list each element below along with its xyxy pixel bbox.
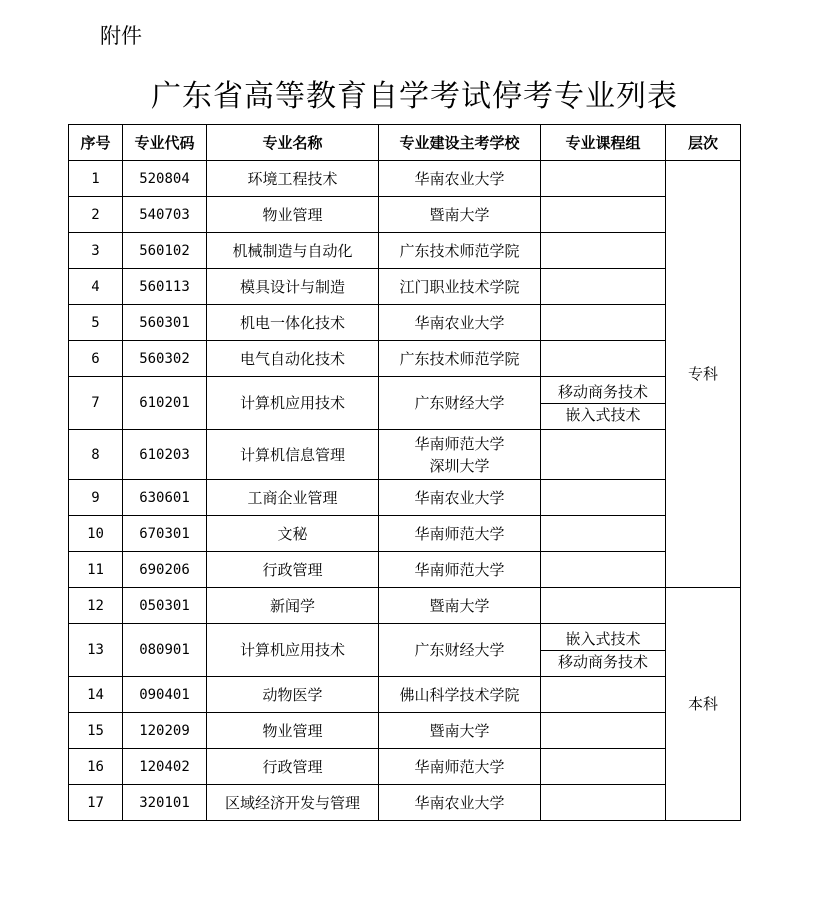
row-major-name: 文秘 [207, 516, 379, 552]
row-no: 14 [69, 677, 123, 713]
row-course-group [541, 480, 666, 516]
row-no: 13 [69, 624, 123, 677]
row-code: 610201 [123, 377, 207, 430]
row-course-group [541, 749, 666, 785]
row-major-name: 模具设计与制造 [207, 269, 379, 305]
row-code: 560301 [123, 305, 207, 341]
header-school: 专业建设主考学校 [379, 125, 541, 161]
header-level: 层次 [666, 125, 741, 161]
row-code: 630601 [123, 480, 207, 516]
row-school: 华南师范大学 [379, 552, 541, 588]
row-major-name: 物业管理 [207, 197, 379, 233]
row-course-group [541, 588, 666, 624]
row-major-name: 电气自动化技术 [207, 341, 379, 377]
table-row [69, 341, 741, 377]
row-course-group [541, 341, 666, 377]
row-course-group [541, 624, 666, 677]
row-school: 暨南大学 [379, 588, 541, 624]
row-major-name: 环境工程技术 [207, 161, 379, 197]
row-school: 华南农业大学 [379, 785, 541, 821]
row-major-name: 计算机应用技术 [207, 624, 379, 677]
row-school: 华南师范大学 [379, 516, 541, 552]
row-no: 3 [69, 233, 123, 269]
row-major-name: 动物医学 [207, 677, 379, 713]
row-no: 2 [69, 197, 123, 233]
row-code: 610203 [123, 430, 207, 480]
row-course-group [541, 377, 666, 430]
header-code: 专业代码 [123, 125, 207, 161]
row-code: 320101 [123, 785, 207, 821]
row-school: 暨南大学 [379, 713, 541, 749]
table-row [69, 749, 741, 785]
row-school: 广东技术师范学院 [379, 233, 541, 269]
attachment-label: 附件 [100, 24, 142, 48]
table-row [69, 677, 741, 713]
row-school: 广东财经大学 [379, 377, 541, 430]
table-row [69, 516, 741, 552]
row-major-name: 机械制造与自动化 [207, 233, 379, 269]
course-group-item: 嵌入式技术 [565, 629, 641, 648]
table-header-row [69, 125, 741, 161]
row-major-name: 行政管理 [207, 749, 379, 785]
row-school: 华南农业大学 [379, 161, 541, 197]
table-row [69, 233, 741, 269]
course-group-item: 移动商务技术 [541, 650, 665, 673]
row-no: 7 [69, 377, 123, 430]
row-no: 8 [69, 430, 123, 480]
row-major-name: 计算机信息管理 [207, 430, 379, 480]
row-course-group [541, 161, 666, 197]
level-benke: 本科 [666, 588, 741, 821]
row-course-group [541, 713, 666, 749]
table-row [69, 269, 741, 305]
row-major-name: 行政管理 [207, 552, 379, 588]
row-school: 江门职业技术学院 [379, 269, 541, 305]
row-code: 560302 [123, 341, 207, 377]
row-no: 10 [69, 516, 123, 552]
row-no: 5 [69, 305, 123, 341]
row-no: 4 [69, 269, 123, 305]
row-major-name: 区域经济开发与管理 [207, 785, 379, 821]
row-no: 16 [69, 749, 123, 785]
row-code: 120209 [123, 713, 207, 749]
row-school: 华南农业大学 [379, 480, 541, 516]
row-course-group [541, 785, 666, 821]
header-name: 专业名称 [207, 125, 379, 161]
row-major-name: 物业管理 [207, 713, 379, 749]
table-row [69, 552, 741, 588]
row-course-group [541, 269, 666, 305]
table-row [69, 713, 741, 749]
table-row [69, 377, 741, 430]
header-no: 序号 [69, 125, 123, 161]
row-code: 090401 [123, 677, 207, 713]
row-no: 12 [69, 588, 123, 624]
header-course-group: 专业课程组 [541, 125, 666, 161]
row-course-group [541, 233, 666, 269]
course-group-item: 嵌入式技术 [541, 403, 665, 426]
table-row [69, 161, 741, 197]
row-no: 9 [69, 480, 123, 516]
level-zhuanke: 专科 [666, 161, 741, 588]
row-code: 670301 [123, 516, 207, 552]
row-code: 080901 [123, 624, 207, 677]
table-row [69, 785, 741, 821]
row-major-name: 计算机应用技术 [207, 377, 379, 430]
course-group-item: 移动商务技术 [557, 382, 648, 401]
row-code: 050301 [123, 588, 207, 624]
row-school: 广东技术师范学院 [379, 341, 541, 377]
row-school: 华南师范大学 [379, 749, 541, 785]
row-major-name: 工商企业管理 [207, 480, 379, 516]
row-school [379, 430, 541, 480]
row-course-group [541, 305, 666, 341]
row-no: 6 [69, 341, 123, 377]
row-course-group [541, 430, 666, 480]
row-no: 17 [69, 785, 123, 821]
row-code: 120402 [123, 749, 207, 785]
row-school: 佛山科学技术学院 [379, 677, 541, 713]
document-title: 广东省高等教育自学考试停考专业列表 [151, 79, 678, 114]
row-no: 1 [69, 161, 123, 197]
row-course-group [541, 677, 666, 713]
row-course-group [541, 197, 666, 233]
row-school-line: 华南师范大学 [414, 434, 505, 453]
row-course-group [541, 516, 666, 552]
row-school-line: 深圳大学 [429, 456, 490, 475]
row-no: 11 [69, 552, 123, 588]
row-code: 540703 [123, 197, 207, 233]
table-row [69, 624, 741, 677]
row-school: 暨南大学 [379, 197, 541, 233]
row-code: 560102 [123, 233, 207, 269]
row-school: 广东财经大学 [379, 624, 541, 677]
row-major-name: 新闻学 [207, 588, 379, 624]
row-major-name: 机电一体化技术 [207, 305, 379, 341]
row-code: 520804 [123, 161, 207, 197]
suspended-majors-table [68, 124, 741, 821]
row-no: 15 [69, 713, 123, 749]
row-code: 690206 [123, 552, 207, 588]
table-row [69, 480, 741, 516]
row-school: 华南农业大学 [379, 305, 541, 341]
row-code: 560113 [123, 269, 207, 305]
table-row [69, 197, 741, 233]
table-row [69, 588, 741, 624]
row-course-group [541, 552, 666, 588]
table-row [69, 305, 741, 341]
table-row [69, 430, 741, 480]
